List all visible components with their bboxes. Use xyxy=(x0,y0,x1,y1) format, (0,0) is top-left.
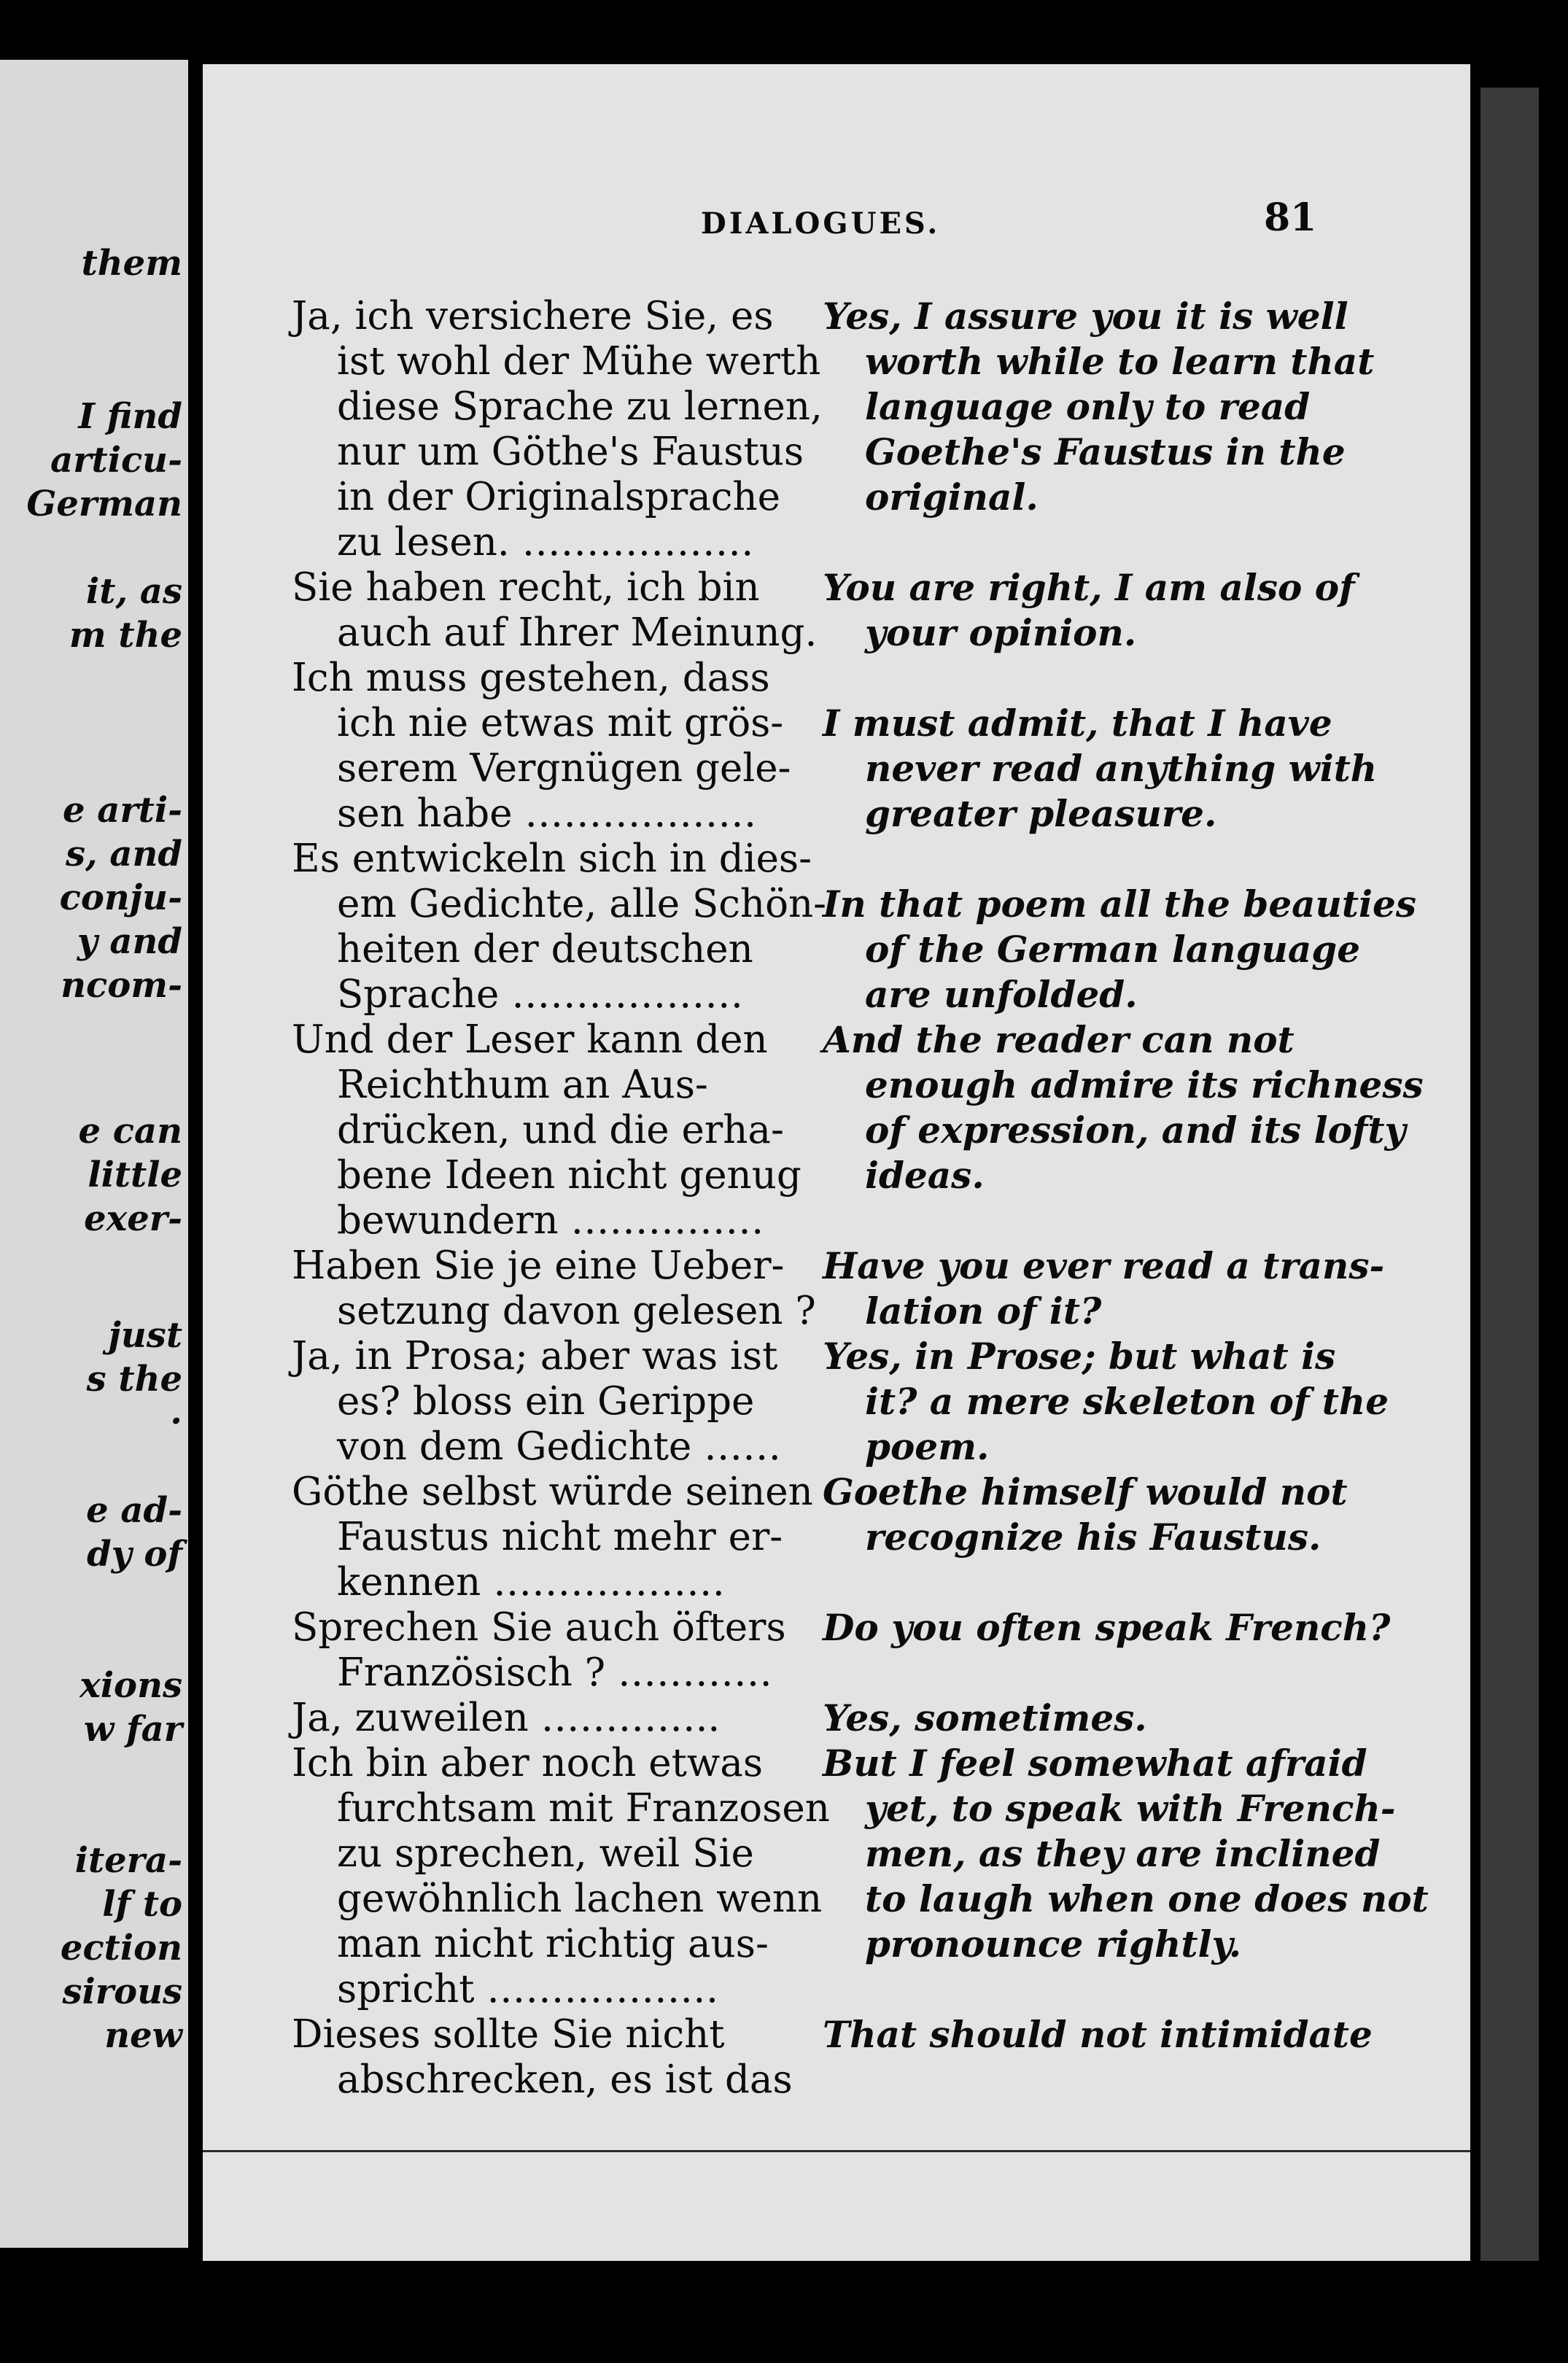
facing-page-line: exer- xyxy=(84,1198,182,1239)
facing-page-line: itera- xyxy=(74,1840,182,1881)
german-line: Und der Leser kann den xyxy=(292,1017,768,1062)
english-line: Goethe's Faustus in the xyxy=(865,430,1346,473)
german-line: serem Vergnügen gele- xyxy=(337,746,791,791)
english-line: That should not intimidate xyxy=(823,2013,1373,2056)
english-line: pronounce rightly. xyxy=(865,1922,1242,1966)
facing-page-line: w far xyxy=(83,1709,182,1750)
english-line: poem. xyxy=(865,1425,990,1468)
facing-page-line: articu- xyxy=(50,440,182,481)
english-line: enough admire its richness xyxy=(865,1063,1424,1106)
facing-page-line: I find xyxy=(78,396,182,437)
german-line: nur um Göthe's Faustus xyxy=(337,430,804,474)
german-line: Ja, zuweilen ………….. xyxy=(292,1696,721,1740)
running-header: DIALOGUES. xyxy=(701,206,941,241)
german-line: sen habe ……………… xyxy=(337,791,757,836)
english-line: In that poem all the beauties xyxy=(823,882,1416,926)
german-line: furchtsam mit Franzosen xyxy=(337,1786,830,1831)
english-line: But I feel somewhat afraid xyxy=(823,1742,1367,1785)
facing-page-line: lf to xyxy=(102,1884,182,1925)
german-line: Sprechen Sie auch öfters xyxy=(292,1605,786,1650)
english-line: your opinion. xyxy=(865,611,1137,654)
german-line: heiten der deutschen xyxy=(337,927,753,971)
facing-page-line: . xyxy=(170,1392,182,1432)
german-line: es? bloss ein Gerippe xyxy=(337,1379,755,1424)
german-line: Dieses sollte Sie nicht xyxy=(292,2012,725,2057)
german-line: Haben Sie je eine Ueber- xyxy=(292,1243,785,1288)
facing-page-line: s the xyxy=(86,1359,182,1400)
english-line: greater pleasure. xyxy=(865,792,1217,835)
facing-page-line: dy of xyxy=(87,1534,182,1575)
german-line: drücken, und die erha- xyxy=(337,1108,784,1152)
german-line: setzung davon gelesen ? xyxy=(337,1289,816,1333)
facing-page-line: conju- xyxy=(59,877,182,918)
german-line: Göthe selbst würde seinen xyxy=(292,1470,813,1514)
english-line: Do you often speak French? xyxy=(823,1606,1391,1649)
book-gutter xyxy=(1480,88,1539,2261)
english-line: of the German language xyxy=(865,928,1361,971)
scan-line-artifact xyxy=(203,2150,1470,2152)
german-line: Ich bin aber noch etwas xyxy=(292,1741,764,1785)
german-line: gewöhnlich lachen wenn xyxy=(337,1877,823,1921)
german-line: Ja, in Prosa; aber was ist xyxy=(292,1334,778,1378)
german-line: ich nie etwas mit grös- xyxy=(337,701,784,745)
german-line: Es entwickeln sich in dies- xyxy=(292,837,812,881)
german-line: bene Ideen nicht genug xyxy=(337,1153,802,1198)
english-line: original. xyxy=(865,476,1039,519)
german-line: Sprache ……………… xyxy=(337,972,744,1017)
facing-page-line: e can xyxy=(78,1111,182,1152)
english-line: ideas. xyxy=(865,1154,985,1197)
facing-page-fragment xyxy=(0,60,188,2248)
german-line: em Gedichte, alle Schön- xyxy=(337,882,827,926)
facing-page-line: sirous xyxy=(62,1971,182,2012)
german-line: ist wohl der Mühe werth xyxy=(337,339,821,384)
english-line: Yes, sometimes. xyxy=(823,1696,1147,1739)
german-line: Reichthum an Aus- xyxy=(337,1063,708,1107)
facing-page-line: s, and xyxy=(65,834,182,874)
english-line: You are right, I am also of xyxy=(823,566,1355,609)
german-line: Ja, ich versichere Sie, es xyxy=(292,294,774,338)
english-line: I must admit, that I have xyxy=(823,702,1332,745)
german-line: in der Originalsprache xyxy=(337,475,780,519)
english-line: it? a mere skeleton of the xyxy=(865,1380,1389,1423)
german-line: spricht ……………… xyxy=(337,1967,719,2011)
facing-page-line: them xyxy=(81,243,182,284)
german-line: bewundern …………… xyxy=(337,1198,764,1243)
german-line: Ich muss gestehen, dass xyxy=(292,656,770,700)
facing-page-line: little xyxy=(88,1155,182,1195)
english-line: Yes, in Prose; but what is xyxy=(823,1335,1336,1378)
english-line: to laugh when one does not xyxy=(865,1877,1429,1920)
german-line: man nicht richtig aus- xyxy=(337,1922,769,1966)
facing-page-line: new xyxy=(104,2015,182,2056)
facing-page-line: y and xyxy=(77,921,182,962)
facing-page-line: just xyxy=(108,1315,182,1356)
english-line: men, as they are inclined xyxy=(865,1832,1381,1875)
facing-page-line: it, as xyxy=(86,571,182,612)
german-line: Faustus nicht mehr er- xyxy=(337,1515,783,1559)
english-line: worth while to learn that xyxy=(865,340,1375,383)
german-line: auch auf Ihrer Meinung. xyxy=(337,610,818,655)
facing-page-line: e arti- xyxy=(63,790,182,831)
facing-page-line: German xyxy=(26,484,182,524)
book-page xyxy=(203,64,1470,2261)
english-line: Have you ever read a trans- xyxy=(823,1244,1385,1287)
facing-page-line: ection xyxy=(60,1928,182,1968)
facing-page-line: e ad- xyxy=(86,1490,182,1531)
facing-page-line: m the xyxy=(69,615,182,656)
page-number: 81 xyxy=(1264,195,1317,240)
german-line: von dem Gedichte …… xyxy=(337,1424,782,1469)
english-line: are unfolded. xyxy=(865,973,1138,1016)
german-line: zu lesen. ……………… xyxy=(337,520,754,564)
german-line: Sie haben recht, ich bin xyxy=(292,565,760,610)
german-line: zu sprechen, weil Sie xyxy=(337,1831,754,1876)
german-line: Französisch ? ………… xyxy=(337,1650,772,1695)
english-line: of expression, and its lofty xyxy=(865,1109,1406,1152)
english-line: Yes, I assure you it is well xyxy=(823,295,1348,338)
english-line: recognize his Faustus. xyxy=(865,1516,1321,1559)
german-line: diese Sprache zu lernen, xyxy=(337,384,823,429)
german-line: abschrecken, es ist das xyxy=(337,2057,793,2102)
english-line: lation of it? xyxy=(865,1289,1102,1332)
english-line: Goethe himself would not xyxy=(823,1470,1348,1513)
facing-page-line: xions xyxy=(79,1665,182,1706)
english-line: yet, to speak with French- xyxy=(865,1787,1396,1830)
german-line: kennen ……………… xyxy=(337,1560,726,1605)
english-line: language only to read xyxy=(865,385,1311,428)
facing-page-line: ncom- xyxy=(61,965,182,1006)
english-line: And the reader can not xyxy=(823,1018,1295,1061)
english-line: never read anything with xyxy=(865,747,1378,790)
